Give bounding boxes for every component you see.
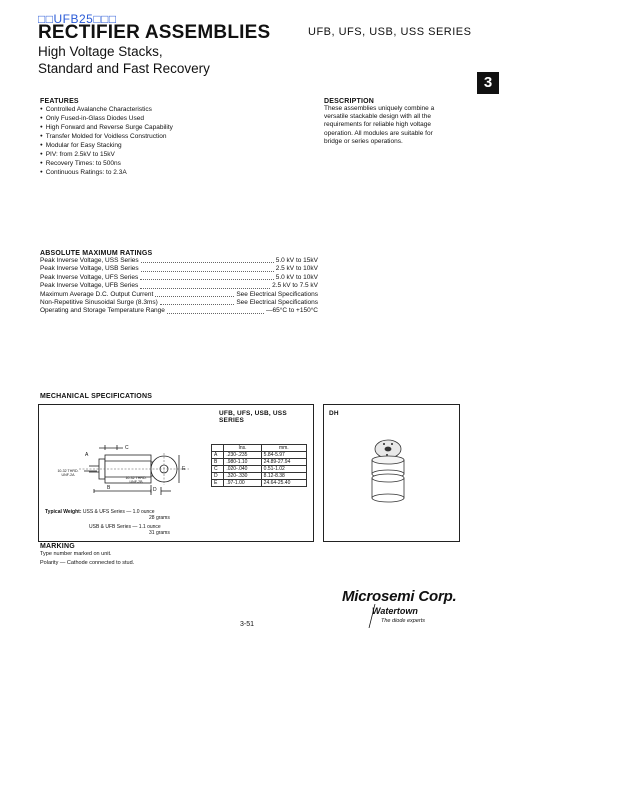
table-row [212,480,307,487]
features-list [40,105,300,177]
dimension-table-header [212,445,307,452]
rating-value: See Electrical Specifications [236,299,318,307]
rating-label: Peak Inverse Voltage, UFB Series [40,282,139,290]
dot-leader [160,299,235,305]
mechanical-left-title: UFB, UFS, USB, USS SERIES [219,410,287,424]
marking-line-1: Type number marked on unit. [40,551,112,557]
feature-item: ● Modular for Easy Stacking [40,141,300,150]
weight-label: Typical Weight: [45,509,82,515]
thread-label-mid: 10-32 THRD. UNF-2B [125,476,147,485]
feature-item: ● High Forward and Reverse Surge Capability [40,123,300,132]
table-cell: .980-1.10 [224,459,261,466]
rating-label: Peak Inverse Voltage, UFS Series [40,273,139,281]
document-title: RECTIFIER ASSEMBLIES [38,22,271,43]
dot-leader [140,274,273,280]
section-badge: 3 [477,72,499,94]
dim-label-e: E [182,466,186,472]
table-cell: 0.51-1.02 [261,466,306,473]
feature-item: ● Recovery Times: to 500ns [40,159,300,168]
table-cell: D [212,473,224,480]
description-line: versatile stackable design with all the [324,113,431,121]
dot-leader [167,307,264,313]
description-heading: DESCRIPTION [324,98,375,105]
rating-value: —65°C to +150°C [266,307,318,315]
table-header-cell [212,445,224,452]
table-cell: 24.64-25.40 [261,480,306,487]
marking-heading: MARKING [40,543,75,550]
mechanical-heading: MECHANICAL SPECIFICATIONS [40,393,153,400]
features-section [40,98,300,177]
dot-leader [141,265,274,271]
table-row [212,452,307,459]
table-row [212,466,307,473]
overlay-text: □□UFB25□□□ [38,12,117,26]
logo-tagline: The diode experts [381,618,426,624]
subtitle-line-1: High Voltage Stacks, [38,44,163,59]
rating-row [40,291,318,299]
rating-label: Peak Inverse Voltage, USS Series [40,257,139,264]
table-cell: .230-.235 [224,452,261,459]
description-line: These assemblies uniquely combine a [324,105,435,112]
rating-row [40,282,318,290]
company-logo: Microsemi Corp. [342,588,457,605]
table-header-cell: Ins. [224,445,261,452]
feature-item: ● Continuous Ratings: to 2.3A [40,168,300,177]
table-cell: 24.89-27.94 [261,459,306,466]
logo-location: Watertown [372,606,418,616]
marking-section [40,543,134,567]
series-heading: UFB, UFS, USB, USS SERIES [308,26,472,38]
table-cell: 8.12-8.38 [261,473,306,480]
dot-leader [140,282,270,288]
ratings-heading: ABSOLUTE MAXIMUM RATINGS [40,250,153,257]
dim-label-b: B [107,485,111,491]
rating-row [40,265,318,273]
dh-title: DH [329,410,339,417]
mechanical-drawing-box [38,404,314,542]
rating-value: 5.0 kV to 10kV [275,273,318,281]
rating-value: 5.0 kV to 15kV [275,257,318,264]
rating-label: Peak Inverse Voltage, USB Series [40,265,139,273]
rating-label: Non-Repetitive Sinusoidal Surge (8.3ms) [40,299,158,307]
weight-grams-2: 31 grams [149,530,170,536]
dim-label-c: C [125,445,129,451]
table-cell: .97-1.00 [224,480,261,487]
subtitle-line-2: Standard and Fast Recovery [38,61,210,76]
rating-label: Operating and Storage Temperature Range [40,307,165,315]
marking-line-2: Polarity — Cathode connected to stud. [40,559,135,566]
page-number: 3-51 [240,621,255,628]
thread-label-left: 10-32 THRD. UNF-2A [57,469,79,478]
dh-drawing-box [323,404,460,542]
feature-item: ● PIV: from 2.5kV to 15kV [40,150,300,159]
weight-grams-1: 28 grams [149,515,170,521]
rating-value: See Electrical Specifications [236,290,318,298]
table-cell: C [212,466,224,473]
description-line: bridge or series operations. [324,137,403,145]
dim-label-a: A [85,452,89,458]
rating-row [40,307,318,315]
table-cell: B [212,459,224,466]
feature-item: ● Controlled Avalanche Characteristics [40,105,300,114]
dim-label-d: D [153,487,157,493]
rating-value: 2.5 kV to 7.5 kV [272,282,318,290]
table-cell: A [212,452,224,459]
feature-item: ● Only Fused-in-Glass Diodes Used [40,114,300,123]
weight-line-2: USB & UFB Series — 1.1 ounce [89,524,161,530]
rating-row [40,274,318,282]
dimension-table [211,444,307,487]
table-cell: 5.84-5.97 [261,452,306,459]
description-line: requirements for reliable high voltage [324,121,431,129]
table-header-cell: mm. [261,445,306,452]
dot-leader [141,257,274,263]
rating-value: 2.5 kV to 10kV [275,265,318,273]
typical-weight [45,509,155,515]
rating-row [40,257,318,265]
description-line: operation. All modules are suitable for [324,129,433,137]
feature-item: ● Transfer Molded for Voidless Construction [40,132,300,141]
table-row [212,473,307,480]
features-heading: FEATURES [40,98,79,105]
dot-leader [155,291,234,297]
table-row [212,459,307,466]
dh-assembly-drawing [324,405,459,541]
rating-label: Maximum Average D.C. Output Current [40,290,154,298]
description-section [324,98,494,146]
table-cell: E [212,480,224,487]
table-cell: .320-.330 [224,473,261,480]
ratings-section [40,250,318,316]
table-cell: .020-.040 [224,466,261,473]
weight-line-1: USS & UFS Series — 1.0 ounce [82,509,155,515]
